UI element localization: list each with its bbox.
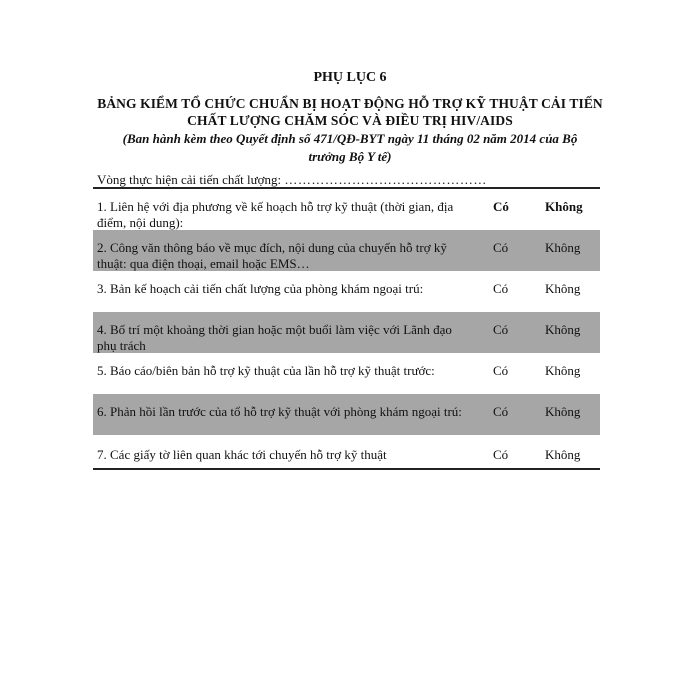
no-option[interactable]: Không bbox=[545, 199, 583, 214]
no-option[interactable]: Không bbox=[545, 240, 581, 255]
checklist-row-6 bbox=[93, 394, 600, 435]
checklist-item-text: 4. Bố trí một khoảng thời gian hoặc một buổi làm việc với Lãnh đạo phụ trách bbox=[97, 322, 452, 353]
checklist-item-text: 3. Bản kế hoạch cải tiến chất lượng của phòng khám ngoại trú: bbox=[97, 281, 424, 296]
checklist-row-2 bbox=[93, 230, 600, 271]
document-title bbox=[80, 95, 620, 129]
checklist-item-text: 1. Liên hệ với địa phương về kế hoạch hỗ trợ kỹ thuật (thời gian, địa điểm, nội dung): bbox=[97, 199, 454, 230]
appendix-title: PHỤ LỤC 6 bbox=[313, 70, 387, 85]
yes-option[interactable]: Có bbox=[493, 322, 509, 337]
improvement-round-blank: ……………………………………… bbox=[284, 172, 487, 187]
no-option[interactable]: Không bbox=[545, 404, 581, 419]
improvement-round-label: Vòng thực hiện cải tiến chất lượng: bbox=[97, 172, 285, 187]
no-option[interactable]: Không bbox=[545, 281, 581, 296]
checklist-table bbox=[93, 187, 600, 470]
issued-note-line-2: trưởng Bộ Y tế) bbox=[308, 149, 392, 164]
issued-by-note bbox=[80, 130, 620, 166]
yes-option[interactable]: Có bbox=[493, 199, 509, 214]
checklist-item-text: 6. Phản hồi lần trước của tổ hỗ trợ kỹ thuật với phòng khám ngoại trú: bbox=[97, 404, 462, 419]
yes-option[interactable]: Có bbox=[493, 363, 509, 378]
document-title-line-2: CHẤT LƯỢNG CHĂM SÓC VÀ ĐIỀU TRỊ HIV/AIDS bbox=[187, 113, 513, 128]
issued-note-line-1: (Ban hành kèm theo Quyết định số 471/QĐ-BYT ngày 11 tháng 02 năm 2014 của Bộ bbox=[122, 131, 578, 146]
yes-option[interactable]: Có bbox=[493, 281, 509, 296]
document-title-line-1: BẢNG KIỂM TỔ CHỨC CHUẨN BỊ HOẠT ĐỘNG HỖ TRỢ KỸ THUẬT CẢI TIẾN bbox=[97, 96, 603, 111]
checklist-row-7 bbox=[93, 435, 600, 468]
checklist-item-text: 5. Báo cáo/biên bản hỗ trợ kỹ thuật của lần hỗ trợ kỹ thuật trước: bbox=[97, 363, 435, 378]
checklist-row-4 bbox=[93, 312, 600, 353]
no-option[interactable]: Không bbox=[545, 322, 581, 337]
yes-option[interactable]: Có bbox=[493, 240, 509, 255]
no-option[interactable]: Không bbox=[545, 447, 581, 462]
checklist-row-3 bbox=[93, 271, 600, 312]
checklist-item-text: 2. Công văn thông báo về mục đích, nội dung của chuyến hỗ trợ kỹ thuật: qua điện thoại, email hoặc EMS… bbox=[97, 240, 447, 271]
checklist-row-5 bbox=[93, 353, 600, 394]
checklist-row-1 bbox=[93, 189, 600, 230]
improvement-round-line bbox=[97, 172, 600, 188]
yes-option[interactable]: Có bbox=[493, 404, 509, 419]
yes-option[interactable]: Có bbox=[493, 447, 509, 462]
no-option[interactable]: Không bbox=[545, 363, 581, 378]
checklist-item-text: 7. Các giấy tờ liên quan khác tới chuyến hỗ trợ kỹ thuật bbox=[97, 447, 387, 462]
